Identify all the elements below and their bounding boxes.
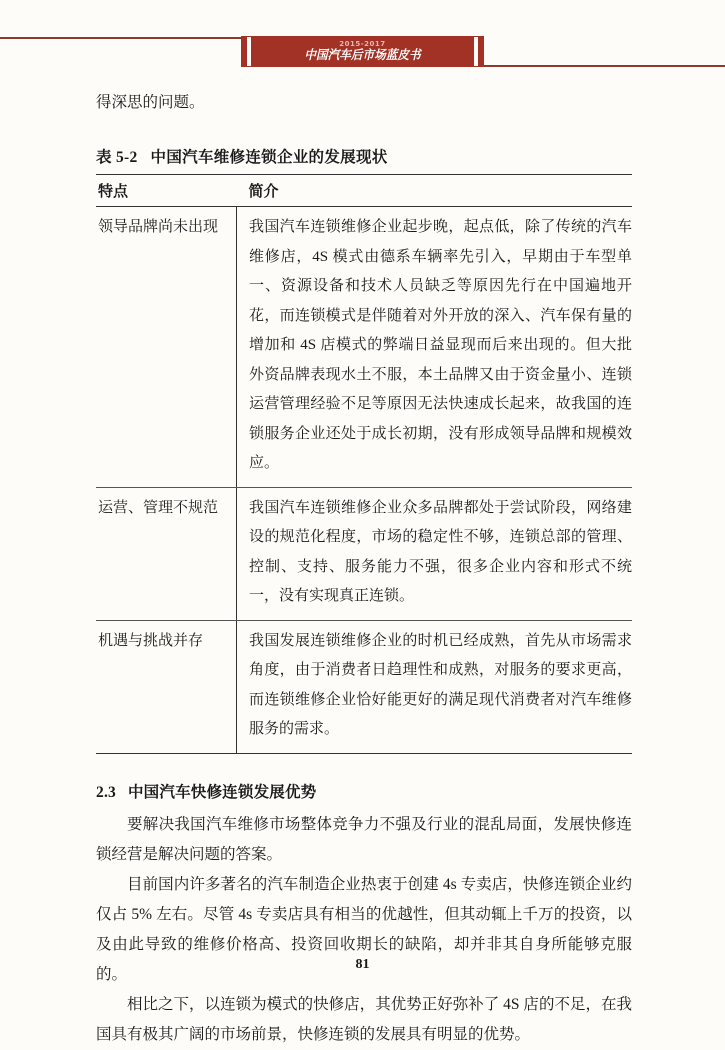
banner-text-group bbox=[300, 41, 425, 62]
page-header-banner bbox=[0, 0, 725, 80]
section-number: 2.3 bbox=[96, 783, 116, 801]
table-row bbox=[96, 487, 632, 620]
table-caption-number: 表 5-2 bbox=[96, 149, 138, 166]
table-caption bbox=[96, 145, 632, 167]
cell-description: 我国汽车连锁维修企业众多品牌都处于尝试阶段，网络建设的规范化程度，市场的稳定性不够，连锁总部的管理、控制、支持、服务能力不强，很多企业内容和形式不统一，没有实现真正连锁。 bbox=[237, 487, 633, 620]
banner-stripe-right-icon bbox=[474, 37, 478, 66]
header-rule-left bbox=[0, 37, 242, 39]
column-header-description: 简介 bbox=[237, 175, 633, 207]
header-rule-right bbox=[483, 65, 725, 67]
table-body bbox=[96, 207, 632, 754]
page-content bbox=[96, 88, 632, 1050]
table-row bbox=[96, 620, 632, 753]
section-heading bbox=[96, 780, 632, 802]
table-caption-text: 中国汽车维修连锁企业的发展现状 bbox=[150, 149, 388, 166]
table-head bbox=[96, 175, 632, 207]
table-row bbox=[96, 207, 632, 488]
section-body bbox=[96, 810, 632, 1050]
development-status-table bbox=[96, 174, 632, 754]
banner-years: 2015-2017 bbox=[339, 40, 386, 49]
body-paragraph: 要解决我国汽车维修市场整体竞争力不强及行业的混乱局面，发展快修连锁经营是解决问题的答案。 bbox=[96, 815, 632, 863]
cell-feature: 机遇与挑战并存 bbox=[96, 620, 237, 753]
cell-description: 我国汽车连锁维修企业起步晚，起点低，除了传统的汽车维修店，4S 模式由德系车辆率先引入，早期由于车型单一、资源设备和技术人员缺乏等原因先行在中国遍地开花，而连锁模式是伴随着对外开放的深入、汽车保有量的增加和 4S 店模式的弊端日益显现而后来出现的。但大批外资品牌表现水土不服，本土品牌又由于资金量小、连锁运营管理经验不足等原因无法快速成长起来，故我国的连锁服务企业还处于成长初期，没有形成领导品牌和规模效应。 bbox=[237, 207, 633, 488]
banner-stripe-left-icon bbox=[247, 37, 251, 66]
intro-paragraph: 得深思的问题。 bbox=[96, 94, 205, 111]
table-header-row bbox=[96, 175, 632, 207]
page-number: 81 bbox=[355, 957, 370, 972]
column-header-feature: 特点 bbox=[96, 175, 237, 207]
cell-description: 我国发展连锁维修企业的时机已经成熟，首先从市场需求角度，由于消费者日趋理性和成熟，对服务的要求更高，而连锁维修企业恰好能更好的满足现代消费者对汽车维修服务的需求。 bbox=[237, 620, 633, 753]
cell-feature: 运营、管理不规范 bbox=[96, 487, 237, 620]
cell-feature: 领导品牌尚未出现 bbox=[96, 207, 237, 488]
body-paragraph: 相比之下，以连锁为模式的快修店，其优势正好弥补了 4S 店的不足，在我国具有极其广阔的市场前景，快修连锁的发展具有明显的优势。 bbox=[96, 995, 632, 1043]
header-title-block bbox=[241, 36, 484, 67]
banner-title: 中国汽车后市场蓝皮书 bbox=[304, 47, 421, 63]
section-title: 中国汽车快修连锁发展优势 bbox=[127, 783, 317, 801]
body-paragraph: 目前国内许多著名的汽车制造企业热衷于创建 4s 专卖店，快修连锁企业约仅占 5% 左右。尽管 4s 专卖店具有相当的优越性，但其动辄上千万的投资，以及由此导致的维修价格高、投资回收期长的缺陷，却并非其自身所能够克服的。 bbox=[96, 875, 632, 983]
